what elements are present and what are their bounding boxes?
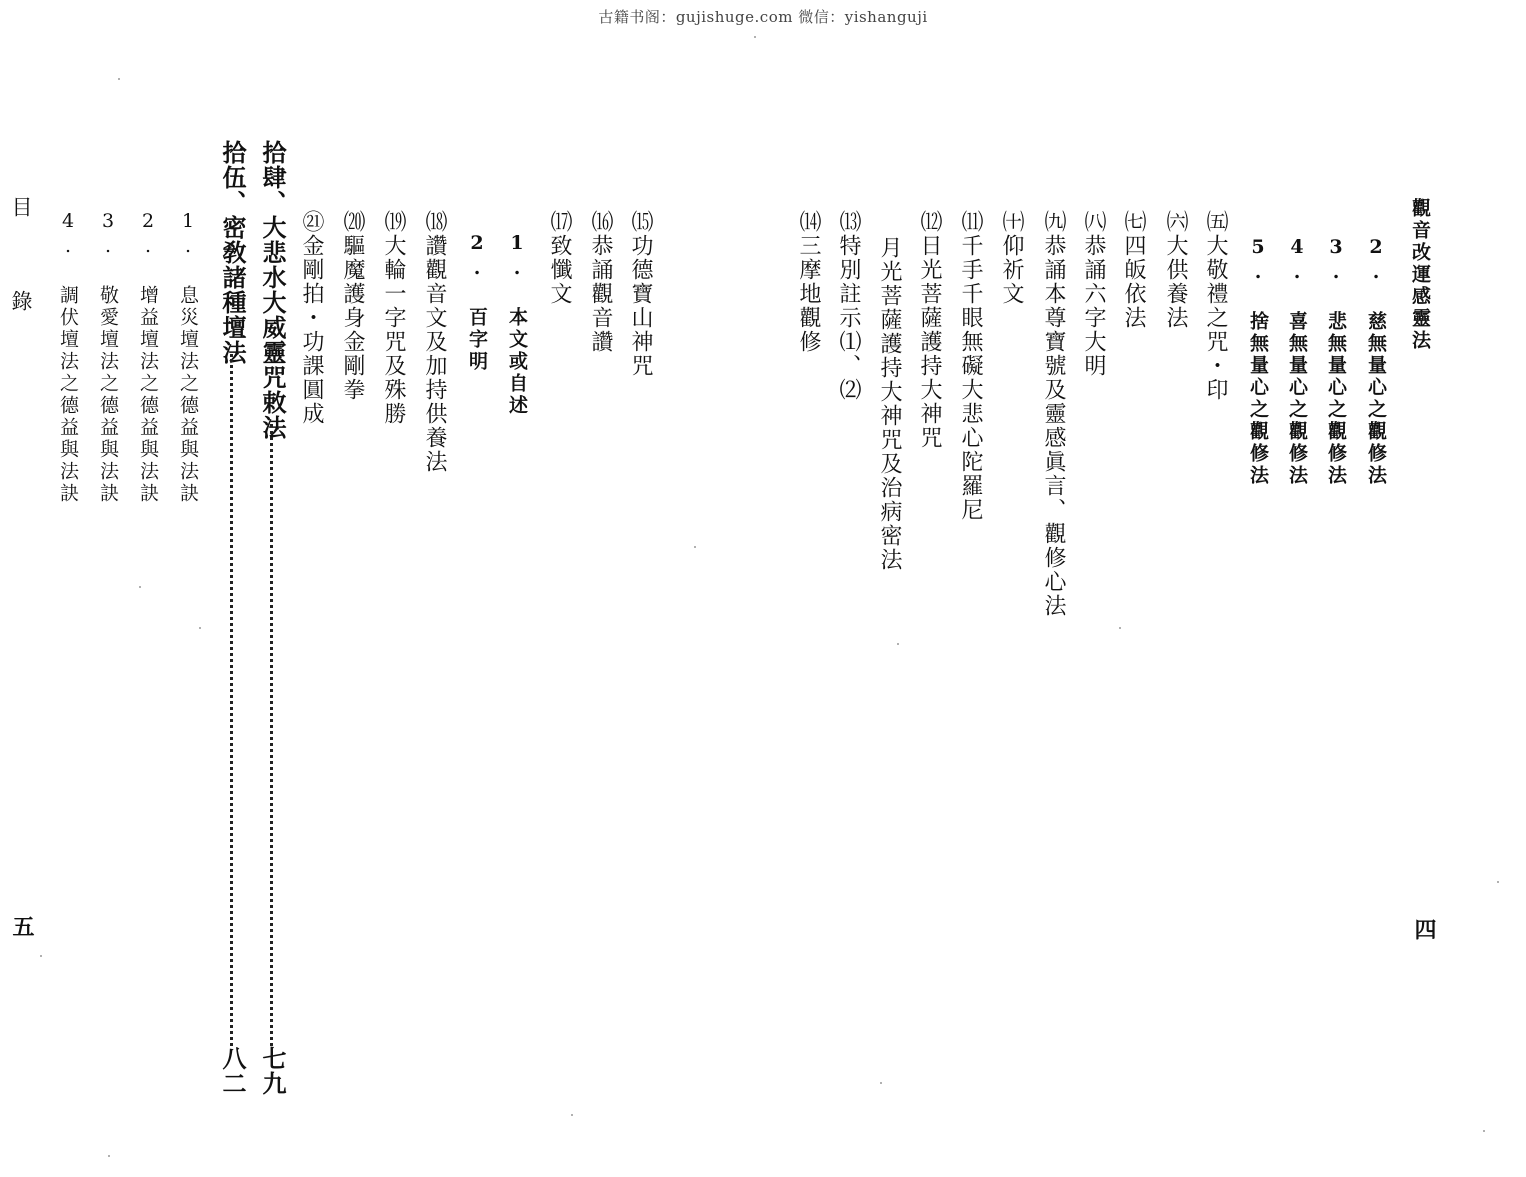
chapter-title: 拾伍、密敎諸種壇法 [218,140,247,365]
toc-entry: ㉑金剛拍・功課圓成 [299,210,324,426]
toc-sub-entry: 2. 百字明 [466,232,488,373]
toc-entry: ⒄致懺文 [547,210,572,306]
chapter-title: 拾肆、大悲水大威靈咒敕法 [258,140,287,440]
chapter-page-number: 七九 [258,1046,287,1096]
toc-sub-entry: 1. 息災壇法之德益與法訣 [177,210,199,505]
toc-sub-entry: 4. 調伏壇法之德益與法訣 [57,210,79,505]
toc-sub-entry: 5. 捨無量心之觀修法 [1247,236,1269,487]
toc-sub-entry: 3. 悲無量心之觀修法 [1325,236,1347,487]
running-header: 目 錄 [9,196,33,337]
leader-dots [270,424,273,1046]
toc-entry: ㈩仰祈文 [999,210,1024,306]
toc-entry: 月光菩薩護持大神咒及治病密法 [877,236,902,572]
toc-sub-entry: 1. 本文或自述 [506,232,528,417]
toc-sub-entry: 2. 增益壇法之德益與法訣 [137,210,159,505]
toc-entry: ⒃恭誦觀音讚 [588,210,613,354]
toc-sub-entry: 2. 慈無量心之觀修法 [1365,236,1387,487]
toc-entry: ⑿日光菩薩護持大神咒 [917,210,942,450]
toc-entry: ㈨恭誦本尊寶號及靈感眞言、觀修心法 [1041,210,1066,618]
toc-sub-entry: 4. 喜無量心之觀修法 [1286,236,1308,487]
watermark-text: 古籍书阁：gujishuge.com 微信：yishanguji [598,8,928,26]
toc-entry: ⒁三摩地觀修 [796,210,821,354]
toc-entry: ㈦四皈依法 [1121,210,1146,330]
toc-entry: ㈤大敬禮之咒・印 [1203,210,1228,402]
page-number-left: 五 [9,915,35,939]
toc-entry: ㈧恭誦六字大明 [1081,210,1106,378]
toc-entry: ⒆大輪一字咒及殊勝 [381,210,406,426]
toc-entry: ⑾千手千眼無礙大悲心陀羅尼 [958,210,983,522]
toc-entry: ⒇驅魔護身金剛拳 [340,210,365,402]
toc-entry: ⒅讚觀音文及加持供養法 [422,210,447,474]
toc-entry: ⒂功德寶山神咒 [628,210,653,378]
toc-entry: ⒀特別註示⑴、⑵ [836,210,861,402]
section-title: 觀音改運感靈法 [1409,198,1431,352]
page-number-right: 四 [1411,918,1437,942]
toc-entry: ㈥大供養法 [1163,210,1188,330]
leader-dots [230,354,233,1046]
chapter-page-number: 八二 [218,1046,247,1096]
toc-sub-entry: 3. 敬愛壇法之德益與法訣 [97,210,119,505]
